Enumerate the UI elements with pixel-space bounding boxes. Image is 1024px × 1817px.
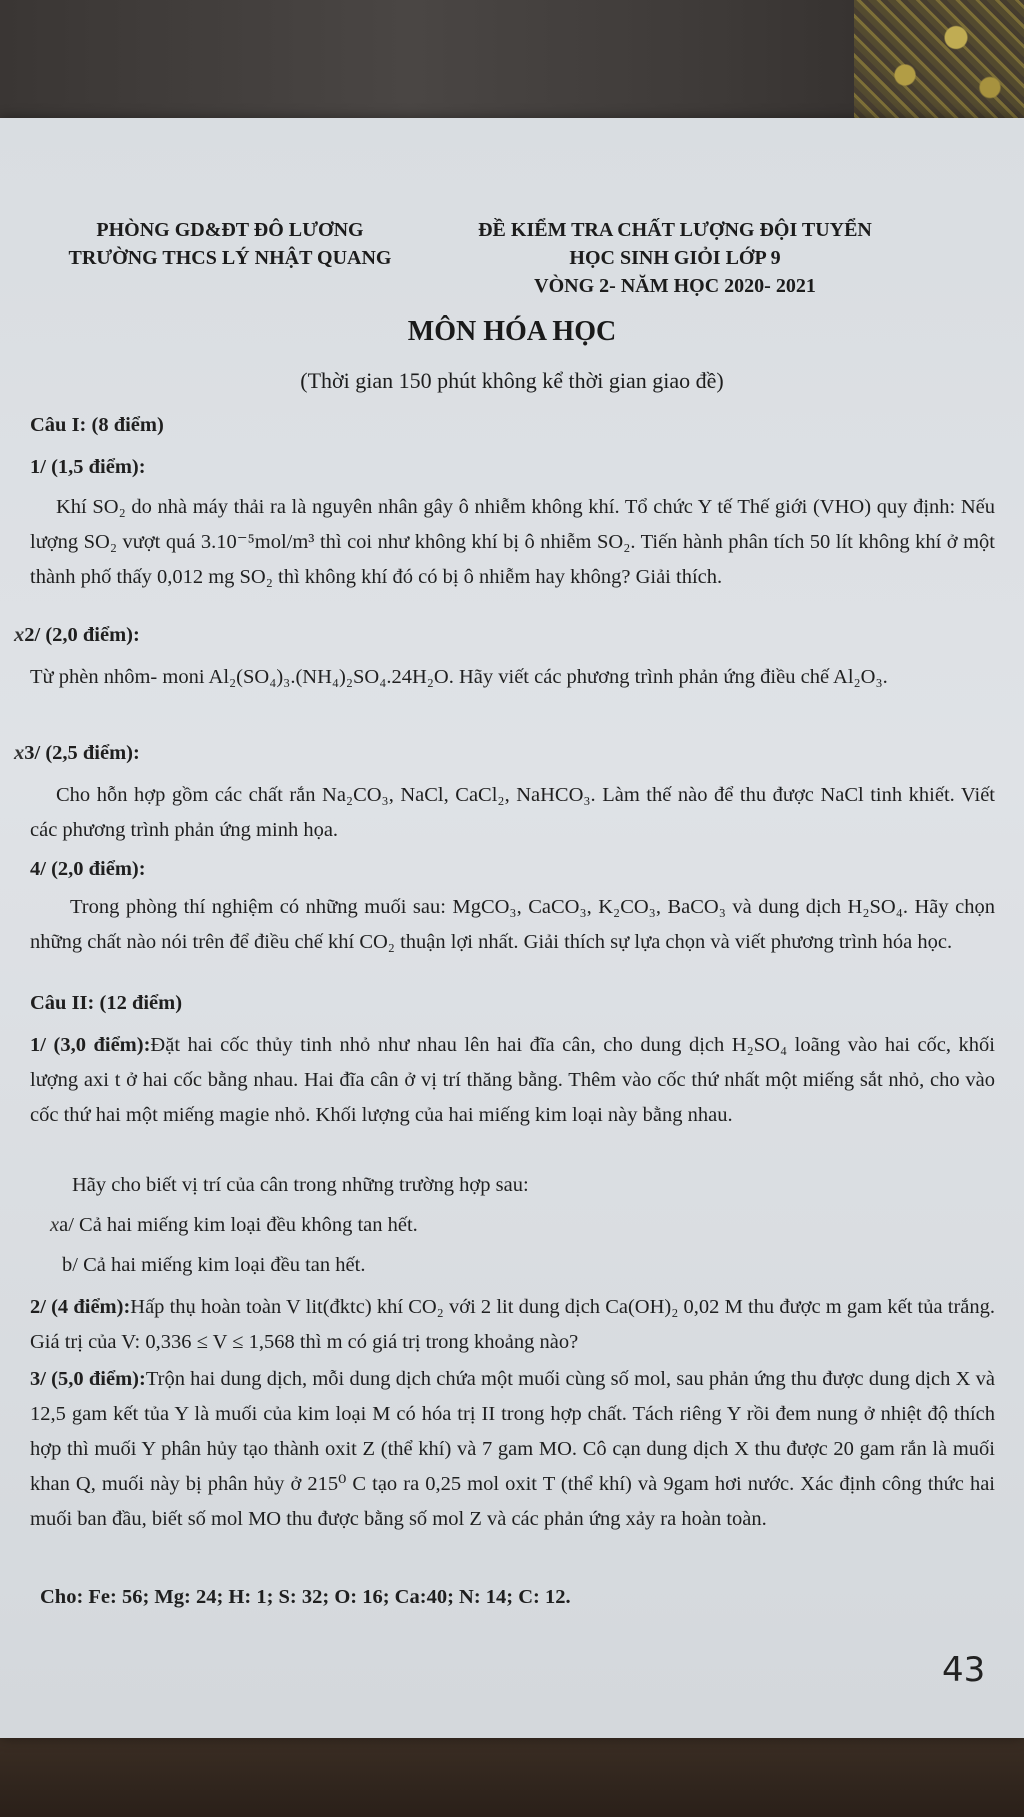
q2-part1-text: Đặt hai cốc thủy tinh nhỏ như nhau lên hai đĩa cân, cho dung dịch H₂SO₄ loãng vào hai cốc, khối lượng axi t ở hai cốc bằng nhau. Hai đĩa cân ở vị trí thăng bằng. Thêm vào cốc thứ nhất một miếng sắt nhỏ, cho vào cốc thứ hai một miếng magie nhỏ. Khối lượng của hai miếng kim loại này bằng nhau.: [30, 1034, 996, 1126]
handwritten-mark: x: [14, 624, 25, 646]
q2-part1: [30, 1028, 995, 1133]
background-table-bottom: [0, 1735, 1024, 1817]
handwritten-mark: x: [14, 742, 25, 764]
q2-part1-b: b/ Cả hai miếng kim loại đều tan hết.: [62, 1254, 366, 1276]
q2-part1-heading: 1/ (3,0 điểm):: [30, 1034, 151, 1056]
atomic-masses: Cho: Fe: 56; Mg: 24; H: 1; S: 32; O: 16; Ca:40; N: 14; C: 12.: [40, 1586, 571, 1608]
header-right: [430, 216, 920, 300]
q1-part2-heading: 2/ (2,0 điểm):: [24, 624, 140, 646]
q1-part4-heading: 4/ (2,0 điểm):: [30, 858, 146, 880]
q2-part2-heading: 2/ (4 điểm):: [30, 1296, 131, 1318]
header-right-line3: VÒNG 2- NĂM HỌC 2020- 2021: [534, 275, 816, 297]
handwritten-mark: x: [50, 1214, 60, 1236]
q1-heading: Câu I: (8 điểm): [30, 414, 164, 436]
q2-part1-a-line: [50, 1208, 950, 1243]
q2-part2-text: Hấp thụ hoàn toàn V lit(đktc) khí CO₂ với 2 lit dung dịch Ca(OH)₂ 0,02 M thu được m gam kết tủa trắng. Giá trị của V: 0,336 ≤ V ≤ 1,568 thì m có giá trị trong khoảng nào?: [30, 1296, 996, 1353]
header-left: [50, 216, 410, 272]
q2-heading: Câu II: (12 điểm): [30, 992, 183, 1014]
q2-part3-text: Trộn hai dung dịch, mỗi dung dịch chứa một muối cùng số mol, sau phản ứng thu được dung dịch X và 12,5 gam kết tủa Y là muối của kim loại M có hóa trị II trong hợp chất. Tách riêng Y rồi đem nung ở nhiệt độ thích hợp thì muối Y phân hủy tạo thành oxit Z (thể khí) và 7 gam MO. Cô cạn dung dịch X thu được 20 gam rắn là muối khan Q, muối này bị phân hủy ở 215⁰ C tạo ra 0,25 mol oxit T (thể khí) và 9gam hơi nước. Xác định công thức hai muối ban đầu, biết số mol MO thu được bằng số mol Z và các phản ứng xảy ra hoàn toàn.: [30, 1368, 995, 1530]
q1-part3-heading: 3/ (2,5 điểm):: [24, 742, 140, 764]
q1-part3-text: Cho hỗn hợp gồm các chất rắn Na₂CO₃, NaCl, CaCl₂, NaHCO₃. Làm thế nào để thu được NaCl tinh khiết. Viết các phương trình phản ứng minh họa.: [30, 784, 995, 841]
q2-part2: [30, 1290, 995, 1360]
q1-part2-heading-line: [14, 618, 979, 653]
header-left-line1: PHÒNG GD&ĐT ĐÔ LƯƠNG: [96, 219, 364, 241]
q2-part3-heading: 3/ (5,0 điểm):: [30, 1368, 146, 1390]
q2-part3: [30, 1362, 995, 1537]
q1-part1-text: Khí SO₂ do nhà máy thải ra là nguyên nhân gây ô nhiễm không khí. Tổ chức Y tế Thế giới (VHO) quy định: Nếu lượng SO₂ vượt quá 3.10⁻⁵mol/m³ thì coi như không khí bị ô nhiễm SO₂. Tiến hành phân tích 50 lít không khí ở một thành phố thấy 0,012 mg SO₂ thì không khí đó có bị ô nhiễm hay không? Giải thích.: [30, 496, 995, 588]
header-right-line2: HỌC SINH GIỎI LỚP 9: [569, 247, 781, 269]
lace-doily: [854, 0, 1024, 125]
header-left-line2: TRƯỜNG THCS LÝ NHẬT QUANG: [68, 247, 392, 269]
header-right-line1: ĐỀ KIỂM TRA CHẤT LƯỢNG ĐỘI TUYỂN: [478, 219, 872, 241]
q1-part2-text: Từ phèn nhôm- moni Al₂(SO₄)₃.(NH₄)₂SO₄.24H₂O. Hãy viết các phương trình phản ứng điều chế Al₂O₃.: [30, 666, 888, 688]
page-title: MÔN HÓA HỌC: [407, 316, 617, 347]
q1-part3-heading-line: [14, 736, 979, 771]
q1-part4-text: Trong phòng thí nghiệm có những muối sau: MgCO₃, CaCO₃, K₂CO₃, BaCO₃ và dung dịch H₂SO₄. Hãy chọn những chất nào nói trên để điều chế khí CO₂ thuận lợi nhất. Giải thích sự lựa chọn và viết phương trình hóa học.: [30, 896, 995, 953]
q1-part1-heading: 1/ (1,5 điểm):: [30, 456, 146, 478]
page-subtitle: (Thời gian 150 phút không kể thời gian giao đề): [300, 368, 724, 393]
q2-part1-prompt: Hãy cho biết vị trí của cân trong những trường hợp sau:: [72, 1174, 529, 1196]
q2-part1-a: a/ Cả hai miếng kim loại đều không tan hết.: [59, 1214, 418, 1236]
page-number: 43: [942, 1650, 986, 1690]
